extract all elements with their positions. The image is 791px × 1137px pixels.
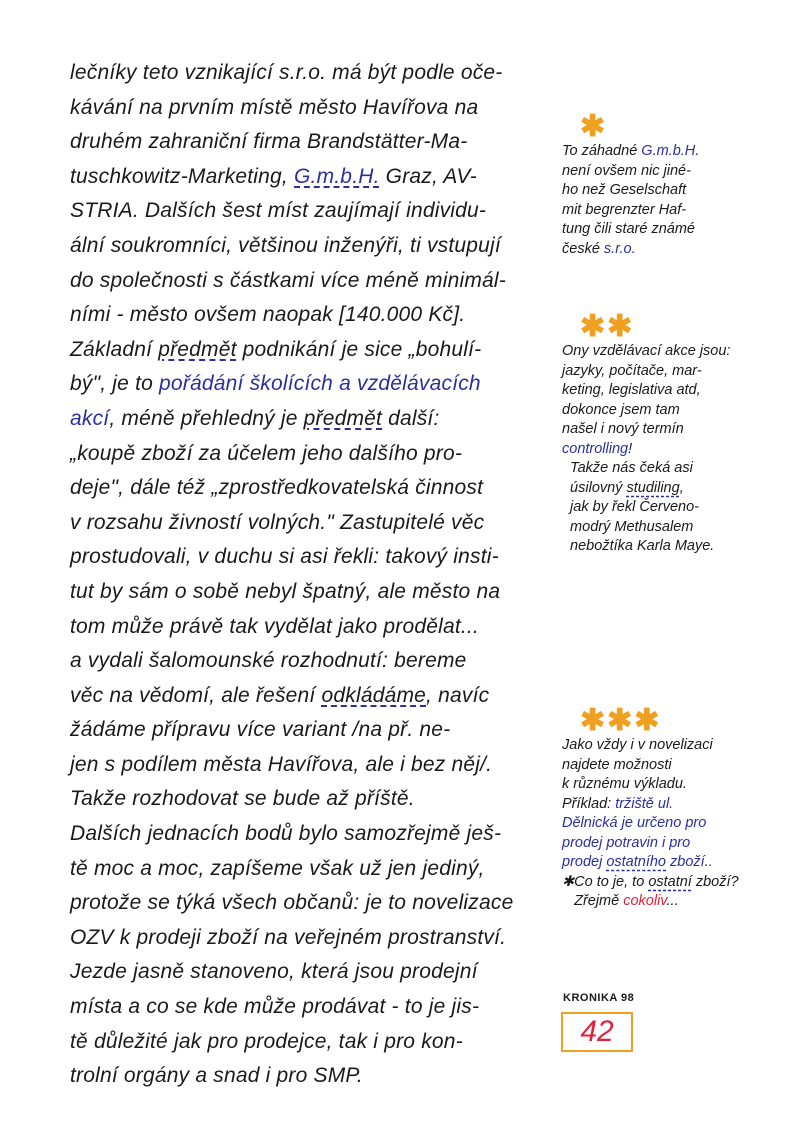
text-segment: Takže rozhodovat se bude až příště.: [70, 787, 415, 811]
text-line: [70, 437, 550, 472]
note-line: [562, 220, 772, 240]
text-segment: keting, legislativa atd,: [562, 382, 701, 398]
text-segment: předmět: [158, 337, 237, 361]
text-segment: !: [628, 440, 633, 457]
text-segment: v rozsahu živností volných." Zastupitelé věc: [70, 510, 485, 534]
text-segment: odkládáme: [321, 683, 427, 707]
text-line: [70, 955, 550, 990]
text-segment: trolní orgány a snad i pro SMP.: [70, 1064, 363, 1088]
text-line: [70, 610, 550, 645]
text-segment: tom může právě tak vydělat jako prodělat...: [70, 614, 479, 638]
text-segment: předmět: [303, 406, 383, 430]
text-segment: našel i nový termín: [562, 421, 684, 437]
text-segment: ostatní: [648, 873, 692, 890]
text-line: [70, 644, 550, 679]
text-segment: do společnosti s částkami více méně minimál-: [70, 268, 506, 292]
text-segment: deje", dále též „zprostředkovatelská činnost: [70, 476, 484, 500]
text-line: [70, 125, 550, 160]
text-segment: Příklad:: [562, 795, 616, 812]
note-line: [562, 814, 772, 834]
text-segment: dokonce jsem tam: [562, 401, 680, 418]
note-line: [562, 362, 772, 382]
text-segment: ální soukromníci, většinou inženýři, ti vstupují: [70, 233, 501, 257]
note-line: [562, 440, 772, 460]
text-line: [70, 782, 550, 817]
note-line: [562, 775, 772, 795]
highlighted-text: akcí: [70, 406, 110, 430]
text-line: [70, 471, 550, 506]
text-segment: místa a co se kde může prodávat - to je jis-: [70, 995, 480, 1019]
text-segment: , navíc: [426, 683, 490, 707]
text-line: [70, 575, 550, 610]
highlighted-text: Dělnická je určeno pro: [562, 815, 707, 831]
text-segment: Zřejmě: [562, 893, 624, 909]
text-segment: Jezde jasně stanoveno, která jsou prodejní: [70, 960, 478, 984]
note-line: [562, 142, 772, 162]
note-line: [562, 518, 772, 538]
text-segment: „koupě zboží za účelem jeho dalšího pro-: [70, 441, 463, 465]
text-line: [70, 506, 550, 541]
highlighted-text: cokoliv: [623, 893, 667, 909]
margin-note-2: [562, 312, 772, 557]
text-segment: najdete možnosti: [562, 756, 672, 773]
text-segment: jen s podílem města Havířova, ale i bez něj/.: [70, 752, 493, 776]
text-segment: ✱Co to je, to: [562, 873, 649, 890]
text-segment: úsilovný: [562, 479, 627, 496]
note-line: [562, 201, 772, 221]
note-line: [562, 834, 772, 854]
highlighted-text: s.r.o.: [603, 240, 636, 257]
text-segment: , méně přehledný je: [109, 406, 304, 430]
text-segment: tut by sám o sobě nebyl špatný, ale město na: [70, 579, 501, 603]
text-line: [70, 160, 550, 195]
text-line: [70, 713, 550, 748]
note-line: [562, 459, 772, 479]
text-segment: Graz, AV-: [379, 164, 477, 188]
text-segment: modrý Methusalem: [562, 518, 694, 535]
text-line: [70, 1025, 550, 1060]
text-line: [70, 367, 550, 402]
text-segment: Ony vzdělávací akce jsou:: [562, 343, 731, 359]
text-line: [70, 886, 550, 921]
asterisk-icon: ✱✱✱: [580, 704, 662, 737]
highlighted-text: G.m.b.H.: [641, 143, 700, 159]
text-segment: OZV k prodeji zboží na veřejném prostranství.: [70, 925, 507, 949]
text-segment: ...: [666, 893, 679, 909]
text-line: [70, 990, 550, 1025]
text-segment: ho než Geselschaft: [562, 182, 687, 198]
note-line: [562, 162, 772, 182]
text-segment: ními - město ovšem naopak [140.000 Kč].: [70, 303, 466, 327]
text-segment: věc na vědomí, ale řešení: [70, 683, 322, 707]
text-line: [70, 817, 550, 852]
text-segment: Dalších jednacích bodů bylo samozřejmě ješ-: [70, 822, 502, 846]
text-line: [70, 56, 550, 91]
text-line: [70, 333, 550, 368]
text-line: [70, 1059, 550, 1094]
text-line: [70, 91, 550, 126]
text-segment: tung čili staré známé: [562, 221, 695, 237]
text-segment: kávání na prvním místě město Havířova na: [70, 95, 479, 119]
text-line: [70, 852, 550, 887]
text-line: [70, 194, 550, 229]
text-segment: prostudovali, v duchu si asi řekli: takový insti-: [70, 545, 499, 569]
text-segment: české: [562, 240, 604, 257]
text-segment: žádáme přípravu více variant /na př. ne-: [70, 718, 451, 742]
asterisk-icon: ✱: [580, 110, 608, 143]
note-line: [562, 479, 772, 499]
text-line: [70, 679, 550, 714]
text-segment: ,: [679, 479, 684, 496]
highlighted-text: prodej potravin i pro: [562, 834, 691, 851]
text-segment: podnikání je sice „bohulí-: [236, 337, 482, 361]
main-text: [70, 56, 550, 1094]
text-segment: Takže nás čeká asi: [562, 460, 693, 476]
text-segment: lečníky teto vznikající s.r.o. má být podle oče-: [70, 61, 503, 84]
text-segment: druhém zahraniční firma Brandstätter-Ma-: [70, 130, 468, 154]
note-line: [562, 381, 772, 401]
highlighted-text: ostatního: [606, 854, 667, 870]
text-line: [70, 748, 550, 783]
note-line: [562, 756, 772, 776]
text-line: [70, 298, 550, 333]
margin-note-3: [562, 706, 772, 912]
note-line: [562, 736, 772, 756]
text-segment: nebožtíka Karla Maye.: [562, 538, 715, 554]
note-line: [562, 498, 772, 518]
text-segment: tě důležité jak pro prodejce, tak i pro kon-: [70, 1029, 463, 1053]
text-segment: studiling: [626, 479, 680, 496]
highlighted-text: tržiště ul.: [615, 795, 674, 812]
highlighted-text: prodej: [562, 854, 607, 870]
text-line: [70, 229, 550, 264]
text-segment: Jako vždy i v novelizaci: [562, 737, 713, 753]
highlighted-text: pořádání školících a vzdělávacích: [159, 372, 481, 396]
margin-note-1: [562, 112, 772, 259]
note-line: [562, 853, 772, 873]
page-number: 42: [561, 1012, 633, 1052]
highlighted-text: G.m.b.H.: [294, 164, 380, 188]
text-line: [70, 402, 550, 437]
text-segment: Základní: [70, 337, 159, 361]
note-line: [562, 795, 772, 815]
note-line: [562, 240, 772, 260]
note-line: [562, 401, 772, 421]
text-segment: tě moc a moc, zapíšeme však už jen jediný,: [70, 856, 485, 880]
text-segment: není ovšem nic jiné-: [562, 162, 691, 179]
text-segment: další:: [382, 406, 440, 430]
highlighted-text: zboží..: [666, 854, 713, 870]
note-line: [562, 420, 772, 440]
text-segment: k různému výkladu.: [562, 776, 687, 792]
text-segment: STRIA. Dalších šest míst zaujímají individu-: [70, 199, 487, 223]
text-segment: a vydali šalomounské rozhodnutí: bereme: [70, 649, 467, 673]
text-segment: jak by řekl Červeno-: [562, 499, 699, 515]
note-line: [562, 342, 772, 362]
chronicle-label: KRONIKA 98: [563, 992, 635, 1004]
text-line: [70, 921, 550, 956]
note-line: [562, 892, 772, 912]
asterisk-icon: ✱✱: [580, 310, 635, 343]
text-line: [70, 264, 550, 299]
text-segment: jazyky, počítače, mar-: [562, 362, 702, 379]
note-line: [562, 181, 772, 201]
text-segment: bý", je to: [70, 372, 160, 396]
text-segment: To záhadné: [562, 143, 642, 159]
note-line: [562, 873, 772, 893]
text-segment: mit begrenzter Haf-: [562, 201, 687, 218]
text-segment: tuschkowitz-Marketing,: [70, 164, 295, 188]
text-segment: zboží?: [691, 873, 739, 890]
text-segment: protože se týká všech občanů: je to novelizace: [70, 891, 514, 915]
text-line: [70, 540, 550, 575]
note-line: [562, 537, 772, 557]
highlighted-text: controlling: [562, 440, 629, 457]
